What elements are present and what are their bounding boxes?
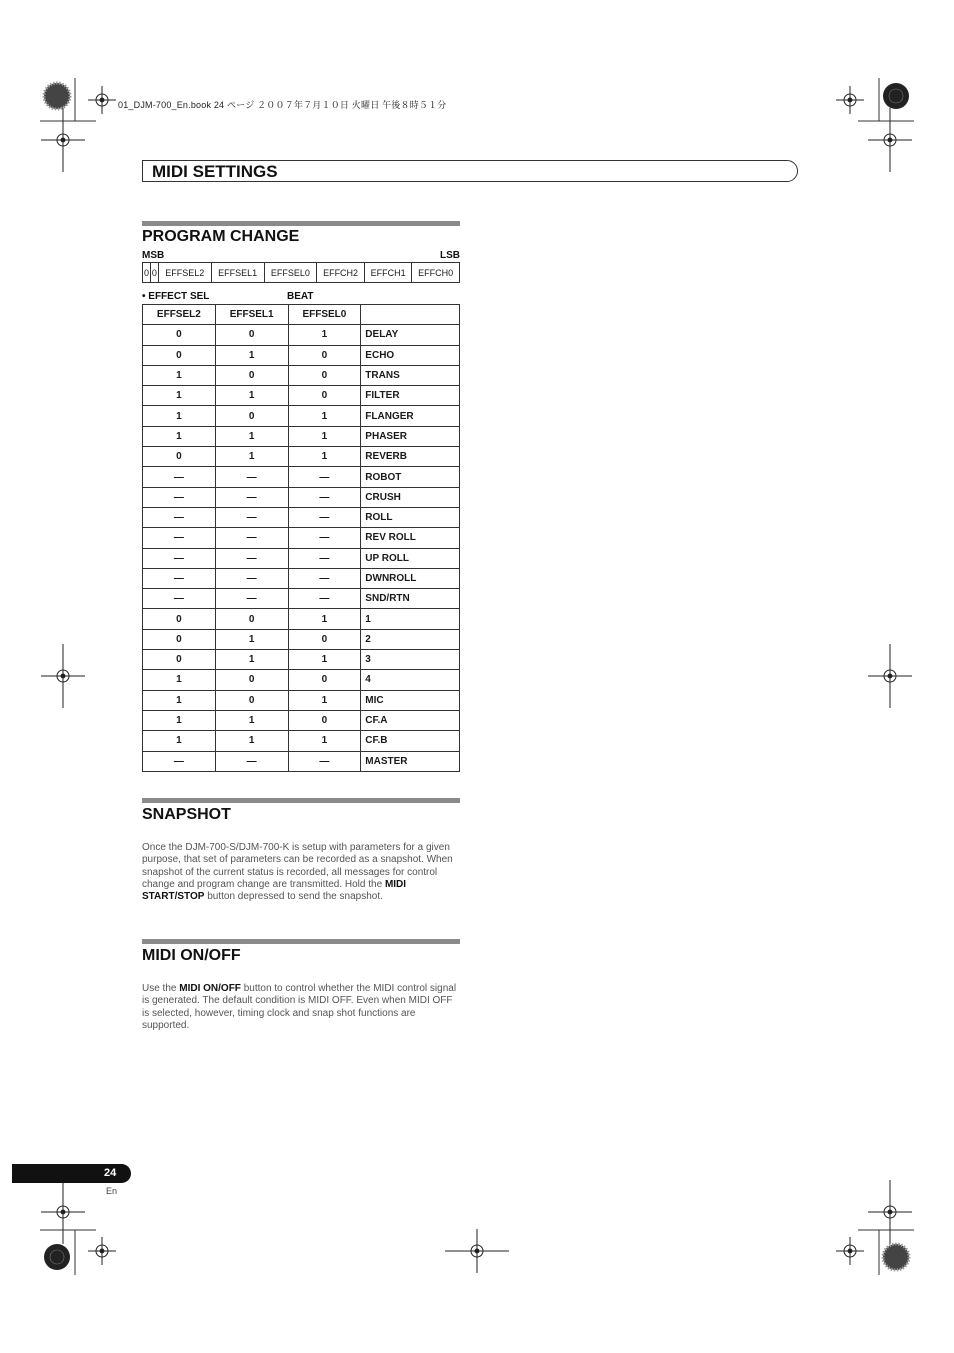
snapshot-paragraph <box>142 842 460 903</box>
bit-cell: EFFSEL0 <box>264 263 317 283</box>
effect-sel-label: • EFFECT SEL <box>142 291 210 302</box>
language-code: En <box>106 1186 118 1196</box>
table-row <box>143 528 460 548</box>
bit-cell: EFFCH0 <box>412 263 460 283</box>
table-row <box>143 325 460 345</box>
lsb-label: LSB <box>440 250 460 261</box>
effect-name-cell: REV ROLL <box>361 528 460 548</box>
bit-value-cell: — <box>288 528 361 548</box>
chapter-title: MIDI SETTINGS <box>152 162 278 181</box>
bit-value-cell: 1 <box>215 447 288 467</box>
bit-value-cell: — <box>288 751 361 771</box>
bit-value-cell: 1 <box>143 670 216 690</box>
bit-value-cell: — <box>288 507 361 527</box>
bit-value-cell: 1 <box>288 650 361 670</box>
effect-header-cell: EFFSEL0 <box>288 305 361 325</box>
bit-value-cell: 1 <box>143 690 216 710</box>
effect-name-cell: 2 <box>361 629 460 649</box>
msb-label: MSB <box>142 250 165 261</box>
bit-value-cell: 0 <box>215 670 288 690</box>
table-row <box>143 467 460 487</box>
bit-value-cell: — <box>215 751 288 771</box>
bit-value-cell: 0 <box>215 325 288 345</box>
table-row <box>143 487 460 507</box>
effect-table-body <box>143 325 460 772</box>
effect-name-cell: TRANS <box>361 365 460 385</box>
midi-onoff-text-1: Use the <box>142 983 180 994</box>
bit-cell: EFFSEL2 <box>158 263 211 283</box>
bit-cell: 0 <box>143 263 151 283</box>
program-change-title: PROGRAM CHANGE <box>142 228 300 245</box>
table-row <box>143 751 460 771</box>
effect-name-cell: 1 <box>361 609 460 629</box>
page-number: 24 <box>104 1167 117 1179</box>
bit-value-cell: 1 <box>215 629 288 649</box>
bit-value-cell: — <box>143 568 216 588</box>
effect-name-cell: FILTER <box>361 386 460 406</box>
table-row <box>143 568 460 588</box>
bit-value-cell: 0 <box>143 447 216 467</box>
bit-value-cell: 1 <box>143 426 216 446</box>
bit-value-cell: 1 <box>143 406 216 426</box>
bit-value-cell: 1 <box>288 609 361 629</box>
bit-value-cell: 1 <box>288 426 361 446</box>
bit-value-cell: — <box>288 467 361 487</box>
effect-header-cell: EFFSEL1 <box>215 305 288 325</box>
table-row <box>143 365 460 385</box>
bit-cell: EFFSEL1 <box>211 263 264 283</box>
effect-name-cell: 4 <box>361 670 460 690</box>
effect-header-cell: EFFSEL2 <box>143 305 216 325</box>
midi-onoff-button-name: MIDI ON/OFF <box>179 983 241 994</box>
bit-value-cell: 0 <box>215 690 288 710</box>
bit-value-cell: — <box>143 467 216 487</box>
effect-name-cell: DELAY <box>361 325 460 345</box>
table-row <box>143 629 460 649</box>
effect-name-cell: CRUSH <box>361 487 460 507</box>
effect-name-cell: 3 <box>361 650 460 670</box>
bit-value-cell: — <box>288 487 361 507</box>
snapshot-text-2: button depressed to send the snapshot. <box>204 891 383 903</box>
bit-value-cell: — <box>215 467 288 487</box>
bit-value-cell: 1 <box>288 690 361 710</box>
effect-name-cell: MIC <box>361 690 460 710</box>
program-change-bits-table <box>142 262 460 283</box>
table-row <box>143 345 460 365</box>
effect-name-cell: REVERB <box>361 447 460 467</box>
bit-value-cell: 0 <box>143 325 216 345</box>
bit-value-cell: 1 <box>143 731 216 751</box>
bit-value-cell: 1 <box>215 345 288 365</box>
midi-onoff-text-2: button to control whether the MIDI control signal is generated. The default condition is MIDI OFF. Even when MIDI OFF is selected, however, timing clock and snap shot functions are supported. <box>142 983 457 1031</box>
bit-cell: EFFCH2 <box>317 263 365 283</box>
effect-name-cell: ECHO <box>361 345 460 365</box>
effect-name-cell: FLANGER <box>361 406 460 426</box>
bit-value-cell: 0 <box>215 609 288 629</box>
midi-onoff-paragraph <box>142 983 460 1032</box>
table-row <box>143 731 460 751</box>
effect-name-cell: CF.A <box>361 710 460 730</box>
effect-name-cell: ROBOT <box>361 467 460 487</box>
bit-value-cell: 0 <box>288 345 361 365</box>
bit-value-cell: 0 <box>143 345 216 365</box>
effect-name-cell: ROLL <box>361 507 460 527</box>
effect-header-cell <box>361 305 460 325</box>
bit-value-cell: — <box>215 568 288 588</box>
bit-value-cell: — <box>143 751 216 771</box>
midi-onoff-rule <box>142 939 460 944</box>
table-row <box>143 690 460 710</box>
table-row <box>143 386 460 406</box>
effect-name-cell: SND/RTN <box>361 589 460 609</box>
bit-value-cell: — <box>288 548 361 568</box>
bit-value-cell: 1 <box>215 386 288 406</box>
bit-value-cell: 1 <box>143 365 216 385</box>
midi-onoff-title: MIDI ON/OFF <box>142 947 241 964</box>
effect-name-cell: CF.B <box>361 731 460 751</box>
bits-row <box>143 263 460 283</box>
bit-value-cell: 1 <box>215 650 288 670</box>
bit-value-cell: — <box>215 589 288 609</box>
beat-label: BEAT <box>287 291 314 302</box>
bit-value-cell: 0 <box>288 670 361 690</box>
table-row <box>143 670 460 690</box>
bit-value-cell: 0 <box>288 710 361 730</box>
bit-value-cell: 1 <box>215 426 288 446</box>
bit-value-cell: — <box>143 589 216 609</box>
bit-value-cell: 0 <box>288 386 361 406</box>
bit-value-cell: — <box>288 568 361 588</box>
bit-value-cell: 0 <box>288 629 361 649</box>
bit-value-cell: — <box>143 548 216 568</box>
table-row <box>143 548 460 568</box>
table-row <box>143 589 460 609</box>
program-change-rule <box>142 221 460 226</box>
bit-cell: EFFCH1 <box>364 263 412 283</box>
effect-name-cell: DWNROLL <box>361 568 460 588</box>
snapshot-button-name: MIDI START/STOP <box>142 878 407 903</box>
effect-name-cell: MASTER <box>361 751 460 771</box>
snapshot-text-1: Once the DJM-700-S/DJM-700-K is setup with parameters for a given purpose, that set of parameters can be recorded as a snapshot. When snapshot of the current status is recorded, all messages for control change and program change are transmitted. Hold the <box>142 842 453 890</box>
bit-value-cell: 1 <box>288 447 361 467</box>
bit-value-cell: 1 <box>143 386 216 406</box>
snapshot-title: SNAPSHOT <box>142 806 231 823</box>
print-info-line: 01_DJM-700_En.book 24 ページ ２００７年７月１０日 火曜日 午後８時５１分 <box>118 100 447 110</box>
effect-name-cell: PHASER <box>361 426 460 446</box>
table-row <box>143 650 460 670</box>
bit-value-cell: — <box>215 548 288 568</box>
table-row <box>143 507 460 527</box>
bit-value-cell: — <box>288 589 361 609</box>
bit-value-cell: 0 <box>143 609 216 629</box>
bit-value-cell: 0 <box>288 365 361 385</box>
bit-value-cell: — <box>215 487 288 507</box>
table-row <box>143 710 460 730</box>
effect-table-header <box>143 305 460 325</box>
bit-value-cell: — <box>143 507 216 527</box>
effect-select-table <box>142 304 460 772</box>
table-row <box>143 426 460 446</box>
bit-value-cell: 1 <box>288 325 361 345</box>
bit-value-cell: — <box>143 487 216 507</box>
bit-value-cell: 0 <box>143 629 216 649</box>
bit-cell: 0 <box>150 263 158 283</box>
bit-value-cell: 0 <box>215 406 288 426</box>
bit-value-cell: 1 <box>288 406 361 426</box>
bit-value-cell: — <box>215 528 288 548</box>
bit-value-cell: 1 <box>215 731 288 751</box>
effect-name-cell: UP ROLL <box>361 548 460 568</box>
table-row <box>143 447 460 467</box>
bit-value-cell: — <box>143 528 216 548</box>
bit-value-cell: — <box>215 507 288 527</box>
snapshot-rule <box>142 798 460 803</box>
bit-value-cell: 1 <box>288 731 361 751</box>
bit-value-cell: 0 <box>143 650 216 670</box>
table-row <box>143 406 460 426</box>
table-row <box>143 609 460 629</box>
bit-value-cell: 1 <box>215 710 288 730</box>
bit-value-cell: 0 <box>215 365 288 385</box>
bit-value-cell: 1 <box>143 710 216 730</box>
